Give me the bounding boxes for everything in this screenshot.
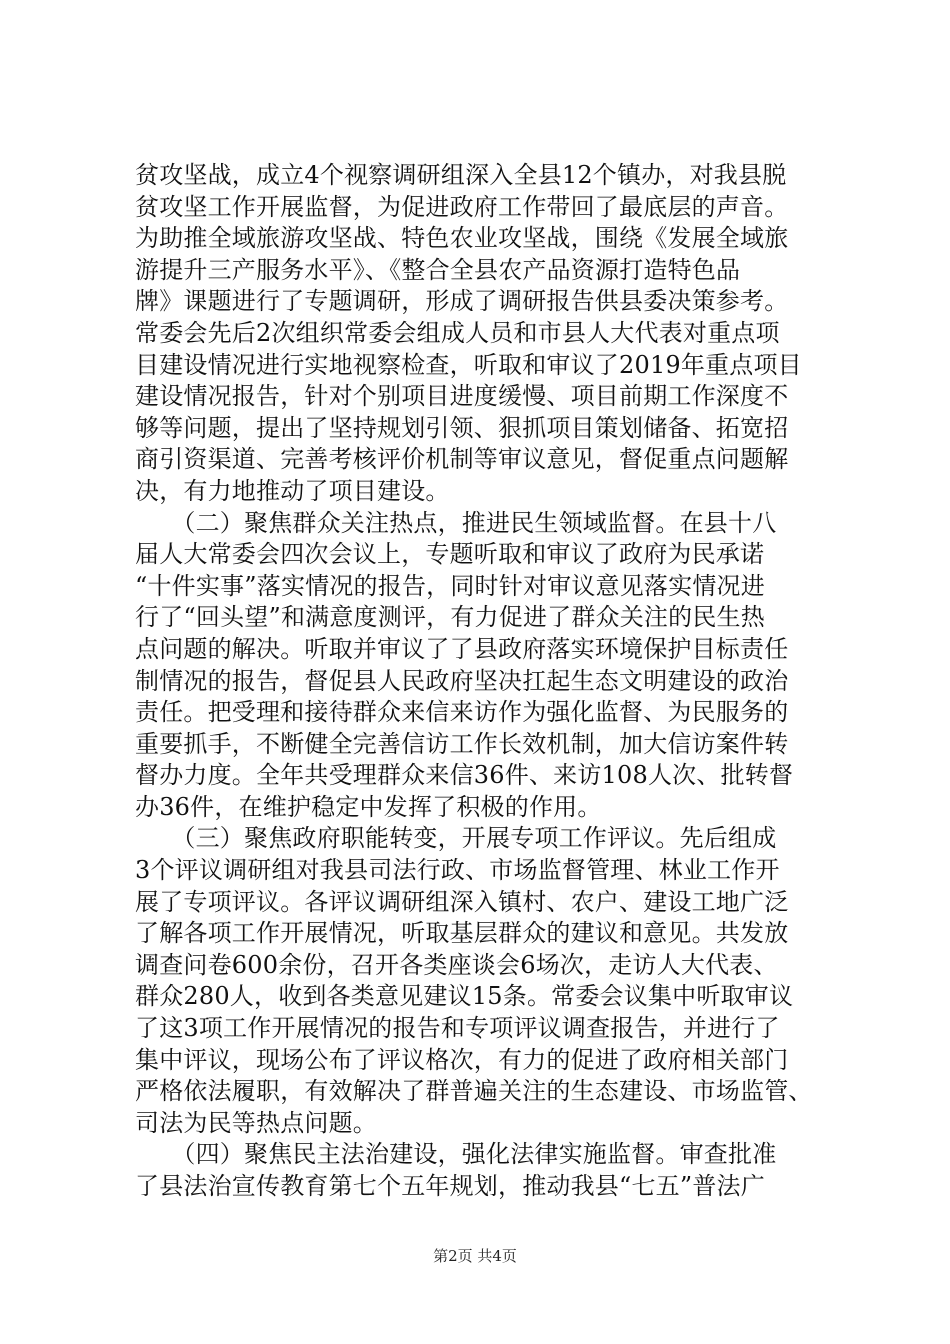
text-line: 够等问题，提出了坚持规划引领、狠抓项目策划储备、拓宽招 bbox=[135, 413, 789, 442]
text-line: 贫攻坚战，成立4个视察调研组深入全县12个镇办，对我县脱 bbox=[135, 161, 787, 189]
text-line: 司法为民等热点问题。 bbox=[135, 1108, 377, 1137]
text-line: 行了“回头望”和满意度测评，有力促进了群众关注的民生热 bbox=[135, 603, 765, 632]
text-line: 点问题的解决。听取并审议了了县政府落实环境保护目标责任 bbox=[135, 634, 789, 663]
text-line: 为助推全域旅游攻坚战、特色农业攻坚战，围绕《发展全域旅 bbox=[135, 224, 789, 253]
text-line: 群众280人，收到各类意见建议15条。常委会议集中听取审议 bbox=[135, 982, 794, 1011]
text-line: 了解各项工作开展情况，听取基层群众的建议和意见。共发放 bbox=[135, 919, 789, 948]
text-line: （四）聚焦民主法治建设，强化法律实施监督。审查批准 bbox=[135, 1140, 777, 1169]
text-line: 重要抓手，不断健全完善信访工作长效机制，加大信访案件转 bbox=[135, 729, 789, 758]
text-line: 3个评议调研组对我县司法行政、市场监督管理、林业工作开 bbox=[135, 856, 780, 885]
text-line: 展了专项评议。各评议调研组深入镇村、农户、建设工地广泛 bbox=[135, 887, 789, 916]
text-line: “十件实事”落实情况的报告，同时针对审议意见落实情况进 bbox=[135, 571, 765, 600]
text-line: 商引资渠道、完善考核评价机制等审议意见，督促重点问题解 bbox=[135, 445, 789, 474]
text-line: 游提升三产服务水平》、《整合全县农产品资源打造特色品 bbox=[135, 255, 741, 284]
text-line: 集中评议，现场公布了评议格次，有力的促进了政府相关部门 bbox=[135, 1045, 789, 1074]
text-line: 贫攻坚工作开展监督，为促进政府工作带回了最底层的声音。 bbox=[135, 192, 789, 221]
text-line: 了县法治宣传教育第七个五年规划，推动我县“七五”普法广 bbox=[135, 1172, 765, 1200]
text-line: 严格依法履职，有效解决了群普遍关注的生态建设、市场监管、 bbox=[135, 1077, 813, 1106]
text-line: 常委会先后2次组织常委会组成人员和市县人大代表对重点项 bbox=[135, 318, 780, 347]
text-line: （三）聚焦政府职能转变，开展专项工作评议。先后组成 bbox=[135, 824, 777, 853]
page-footer: 第2页 共4页 bbox=[433, 1247, 517, 1265]
document-body bbox=[135, 160, 825, 1203]
text-line: 督办力度。全年共受理群众来信36件、来访108人次、批转督 bbox=[135, 761, 794, 790]
text-line: 届人大常委会四次会议上，专题听取和审议了政府为民承诺 bbox=[135, 540, 765, 569]
text-line: 制情况的报告，督促县人民政府坚决扛起生态文明建设的政治 bbox=[135, 666, 789, 695]
text-line: 建设情况报告，针对个别项目进度缓慢、项目前期工作深度不 bbox=[135, 382, 789, 411]
text-line: 调查问卷600余份，召开各类座谈会6场次，走访人大代表、 bbox=[135, 950, 778, 979]
text-line: 决，有力地推动了项目建设。 bbox=[135, 476, 450, 505]
text-line: 牌》课题进行了专题调研，形成了调研报告供县委决策参考。 bbox=[135, 287, 789, 316]
text-line: 目建设情况进行实地视察检查，听取和审议了2019年重点项目 bbox=[135, 350, 802, 379]
text-line: 了这3项工作开展情况的报告和专项评议调查报告，并进行了 bbox=[135, 1014, 780, 1043]
text-line: （二）聚焦群众关注热点，推进民生领域监督。在县十八 bbox=[135, 508, 777, 537]
text-line: 责任。把受理和接待群众来信来访作为强化监督、为民服务的 bbox=[135, 698, 789, 727]
text-line: 办36件，在维护稳定中发挥了积极的作用。 bbox=[135, 792, 602, 821]
